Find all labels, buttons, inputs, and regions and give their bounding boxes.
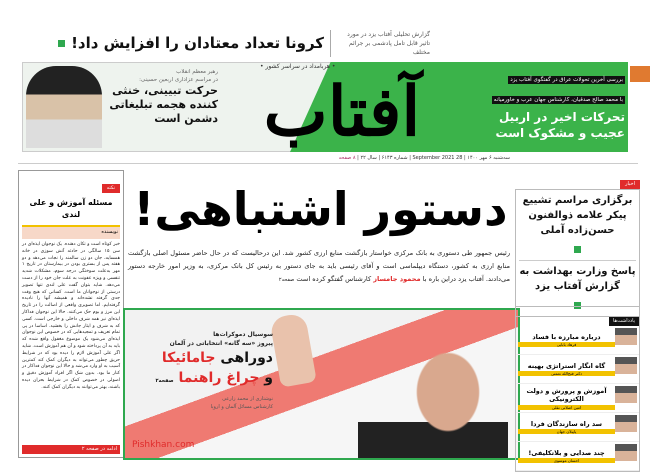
photo-headline[interactable] [133, 348, 273, 391]
author-photo [615, 357, 637, 381]
note-title[interactable]: مسئله آموزش و علی لندی [29, 198, 113, 219]
note-author: احسان موسوی [518, 458, 615, 463]
photo-kicker-2: پیروز «سه گانه» انتخاباتی در آلمان [169, 340, 273, 347]
leader-portrait [26, 66, 102, 148]
green-kicker-2: با محمد صالح صدقیان، کارشناس جهان عرب و خاورمیانه [493, 97, 623, 103]
headline-part: و [259, 370, 273, 386]
leader-headline[interactable]: حرکت تبیینی، خنثی کننده هجمه تبلیغاتی دشمن است [109, 84, 218, 125]
lede-text: رئیس جمهور طی دستوری به بانک مرکزی خواستار بازگشت منابع ارزی کشور شد. این درحالیست که در حال حاضر مسئول اصلی بازگشت منابع ارزی به کشور، دستگاه دیپلماسی است و آقای رئیسی باید به جای دستور به رئیس کل بانک مرکزی، به وزیر امور خارجه دستور می‌دادند. آفتاب یزد دراین باره با [128, 249, 510, 283]
green-headline[interactable]: تحرکات اخیر در اربیل عجیب و مشکوک است [495, 110, 625, 140]
issue-meta: 28 September 2021 | شماره ۶۱۴۳ | سال ۲۲ [360, 155, 463, 161]
leader-kicker: رهبر معظم انقلاب [176, 69, 218, 75]
note-author: امین اصلانی نقلی [518, 405, 615, 410]
note-author: پاپیلان جهان [518, 429, 615, 434]
note-item[interactable] [516, 413, 639, 442]
divider [18, 163, 638, 164]
news-item[interactable]: برگزاری مراسم تشییع پیکر علامه ذوالفنون حسن‌زاده آملی [522, 195, 633, 236]
note-title: چند صدایی و بلاتکلیفی! [528, 448, 605, 457]
note-item[interactable] [516, 442, 639, 471]
waving-hand-image [269, 312, 317, 387]
top-story[interactable] [71, 28, 430, 58]
page-badge [574, 246, 581, 253]
dateline: سه‌شنبه ۶ مهر ۱۴۰۰ | 28 September 2021 | شماره ۶۱۴۳ | سال ۲۲ | ۸ صفحه [338, 155, 510, 161]
author-photo [615, 415, 637, 439]
photo-story-text [133, 330, 273, 411]
photo-author-role: کارشناس مسائل آلمان و اروپا [210, 404, 273, 410]
main-lede [128, 247, 510, 287]
note-title: گاه انگار استراتژی بهینه [527, 361, 606, 370]
top-story-kicker: گزارش تحلیلی آفتاب یزد در مورد تاثیر قابل تامل پادشمی بر جرائم مختلف [330, 30, 430, 57]
lede-text-end: کارشناس گفتگو کرده است [296, 275, 374, 283]
author-photo [615, 386, 637, 410]
lede-name: محمود جامساز [373, 275, 421, 283]
divider [519, 260, 636, 261]
author-photo [615, 444, 637, 468]
headline-part: دوراهی [215, 350, 273, 366]
note-tag: نکته [102, 184, 120, 193]
green-kicker: بررسی آخرین تحولات عراق در گفتگوی آفتاب یزد [510, 77, 623, 83]
masthead-slogan: • هربامداد در سراسر کشور • [260, 63, 336, 70]
lede-page: صفحه۲ [278, 277, 295, 283]
note-title: سد راه سازندگان فردا [530, 419, 603, 428]
corner-block [630, 66, 650, 82]
watermark: Pishkhan.com [132, 440, 195, 450]
politician-photo [358, 338, 508, 458]
note-title: آموزش و پرورش و دولت الکترونیکی [526, 386, 607, 403]
author-photo [615, 328, 637, 352]
page-count: ۸ صفحه [338, 155, 356, 161]
green-story[interactable] [468, 66, 625, 141]
note-body: خبر کوتاه است و تکان دهنده. یک نوجوان ایذه‌ای در سن ۱۵ سالگی در حادثه آتش سوزی در خانه همسایه، جان دو زن سالمند را نجات می‌دهد و دو هفته پس از بستری بودن در بیمارستان در تاریخ ۱ مهر به‌علت سوختگی درجه سوم، مشکلات شدید تنفسی و ویژه عفونت به علت جان خود را از دست می‌دهد. شاید بتوان گفت علی لندی تنها تصویر درستی از نوجوانان ما است. کسانی که هیچ وقت جدی گرفته نشده‌اند و همیشه آنها را نادیده گرفته‌ایم. اما تصویری واقعی از اصالت را در تاریخ این مرز و بوم حک می‌کنند. حالا این نوجوان فداکار ایذه‌ای نیز همه شرف داخلی و خارجی است. کسی که به شرف و ایثار جانش را بخشید. اساسا در پی تمام تعریف و تمجیدهایی که در خصوص این نوجوان ایذه‌ای می‌شود یک موضوع مغفول واقع شده که باید به آن پرداخته شود و آن هم آموزش است. شاید اگر علی آموزش لازم را دیده بود که در شرایط حریق چطور می‌تواند به دیگران کمک کند کمترین آسیب به او وارد می‌شد و حالا این نوجوان فداکار در کنار ما بود. بدون شک اگر افراد آموزش دقیق و اصولی در خصوص کمک در شرایط بحران دیده باشند، بهتر می‌توانند به دیگران کمک کنند. [22, 242, 120, 390]
note-author: دکتر فتح‌الله نعمتی [518, 371, 615, 376]
page-badge [58, 40, 65, 47]
photo-story[interactable] [123, 308, 520, 460]
notes-header: یادداشت‌ها [609, 317, 639, 326]
left-column-note[interactable] [18, 170, 124, 458]
headline-highlight: جامائیکا [161, 350, 216, 366]
issue-date: سه‌شنبه ۶ مهر ۱۴۰۰ [467, 155, 510, 161]
headline-highlight: چراغ راهنما [178, 370, 260, 386]
note-item[interactable] [516, 355, 639, 384]
note-item[interactable] [516, 384, 639, 413]
continued-link[interactable]: ادامه در صفحه ۲ [22, 445, 120, 454]
news-tag: اخبار [620, 180, 640, 189]
top-story-headline[interactable]: کرونا تعداد معتادان را افزایش داد! [71, 34, 324, 52]
photo-page: صفحه۲ [155, 378, 174, 384]
note-author: فرهاد بابایی [518, 342, 615, 347]
leader-kicker-2: در مراسم عزاداری اربعین حسینی: [139, 77, 218, 83]
photo-kicker: سوسیال دموکرات‌ها [213, 331, 273, 338]
notes-section [515, 306, 640, 472]
photo-author: نوشتاری از محمد زارعی [222, 396, 273, 402]
note-item[interactable] [516, 326, 639, 355]
main-headline[interactable]: دستور اشتباهی! [133, 182, 508, 236]
note-title: درباره مبارزه با فساد [532, 332, 601, 341]
news-item[interactable]: پاسخ وزارت بهداشت به گزارش آفتاب یزد [519, 266, 636, 292]
leader-story[interactable] [106, 68, 218, 126]
right-column-news [515, 170, 640, 317]
newspaper-logo: آفتاب [263, 72, 421, 152]
note-author: نویسنده [22, 225, 120, 239]
